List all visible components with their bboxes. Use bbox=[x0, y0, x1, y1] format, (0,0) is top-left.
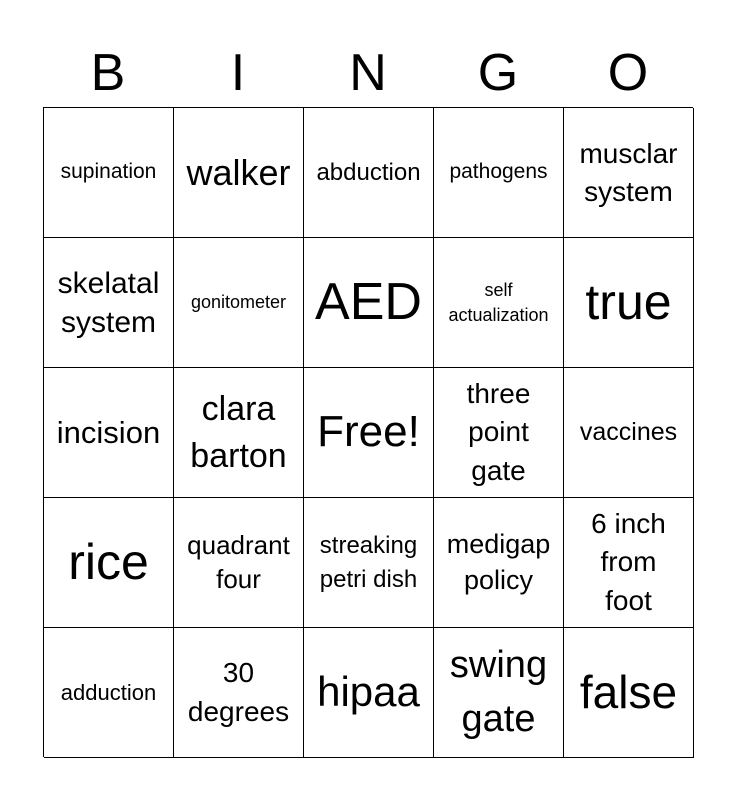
cell-label: musclar system bbox=[579, 137, 678, 207]
cell-label: abduction bbox=[316, 158, 421, 186]
cell-label: 6 inch from foot bbox=[591, 507, 666, 616]
bingo-cell[interactable] bbox=[434, 368, 564, 498]
cell-label: supination bbox=[60, 160, 157, 184]
bingo-cell[interactable] bbox=[434, 238, 564, 368]
cell-label: 30 degrees bbox=[187, 656, 290, 727]
bingo-cell[interactable] bbox=[304, 368, 434, 498]
bingo-header bbox=[43, 40, 693, 106]
header-letter-g: G bbox=[477, 44, 519, 102]
bingo-cell[interactable] bbox=[564, 108, 694, 238]
bingo-cell[interactable] bbox=[564, 628, 694, 758]
cell-label: adduction bbox=[60, 679, 157, 705]
bingo-cell[interactable] bbox=[174, 628, 304, 758]
cell-label: incision bbox=[56, 414, 161, 450]
cell-label: false bbox=[579, 666, 678, 719]
cell-label: rice bbox=[68, 534, 149, 590]
cell-label: three point gate bbox=[466, 377, 531, 486]
bingo-cell[interactable] bbox=[44, 628, 174, 758]
bingo-cell[interactable] bbox=[564, 498, 694, 628]
header-letter-i: I bbox=[230, 44, 246, 102]
bingo-cell[interactable] bbox=[304, 498, 434, 628]
cell-label: streaking petri dish bbox=[319, 531, 418, 593]
cell-label: pathogens bbox=[449, 160, 548, 184]
bingo-cell[interactable] bbox=[44, 238, 174, 368]
cell-label: gonitometer bbox=[190, 292, 287, 313]
bingo-cell[interactable] bbox=[174, 498, 304, 628]
bingo-cell[interactable] bbox=[174, 238, 304, 368]
cell-label: medigap policy bbox=[446, 529, 551, 595]
bingo-grid bbox=[43, 107, 693, 757]
bingo-cell[interactable] bbox=[44, 498, 174, 628]
bingo-cell[interactable] bbox=[44, 108, 174, 238]
cell-label: quadrant four bbox=[187, 529, 290, 594]
bingo-cell[interactable] bbox=[304, 628, 434, 758]
cell-label: hipaa bbox=[317, 668, 420, 716]
bingo-cell[interactable] bbox=[174, 108, 304, 238]
bingo-cell[interactable] bbox=[434, 108, 564, 238]
header-letter-o: O bbox=[607, 44, 649, 102]
cell-label: walker bbox=[186, 151, 291, 193]
bingo-cell[interactable] bbox=[564, 238, 694, 368]
bingo-cell[interactable] bbox=[434, 498, 564, 628]
bingo-cell[interactable] bbox=[564, 368, 694, 498]
bingo-cell[interactable] bbox=[304, 238, 434, 368]
cell-label: true bbox=[585, 274, 672, 330]
header-letter-b: B bbox=[90, 44, 126, 102]
cell-label: AED bbox=[315, 272, 422, 331]
bingo-cell[interactable] bbox=[434, 628, 564, 758]
cell-label: swing gate bbox=[449, 644, 548, 740]
cell-label: self actualization bbox=[448, 280, 549, 325]
cell-label: vaccines bbox=[579, 418, 678, 447]
bingo-cell[interactable] bbox=[304, 108, 434, 238]
cell-label: skelatal system bbox=[57, 266, 160, 339]
bingo-cell[interactable] bbox=[44, 368, 174, 498]
cell-label: clara barton bbox=[190, 389, 287, 475]
cell-label: Free! bbox=[317, 407, 420, 457]
bingo-cell[interactable] bbox=[174, 368, 304, 498]
header-letter-n: N bbox=[349, 44, 387, 102]
